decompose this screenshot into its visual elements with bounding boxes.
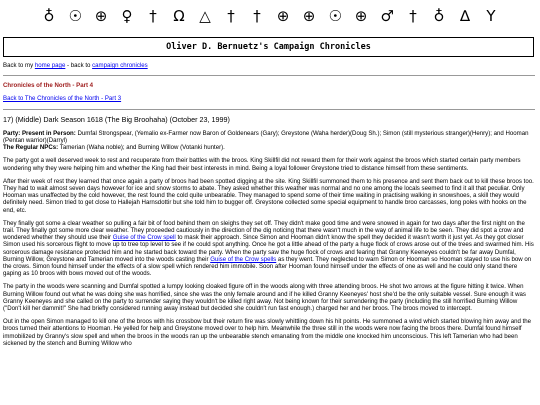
page-title [3,37,534,57]
glyph-banner [0,4,540,28]
rune-glyph-icon: ♁ [433,7,445,25]
rune-glyph-icon: † [253,7,261,25]
npc-list: The Regular NPCs: Tamerian (Waha noble); and Burning Willow (Votanki hunter). [3,144,225,152]
rune-glyph-icon: ☉ [68,7,82,25]
rune-glyph-icon: ♁ [43,7,55,25]
session-heading: 17) (Middle) Dark Season 1618 (The Big Broohaha) (October 23, 1999) [3,114,230,124]
paragraph-1: The party got a well deserved week to rest and recuperate from their battles with the broos. King Skillfil did not reward them for their work against the broos which started certain party members wondering why they were helping him and whether the King had their best interests in mind. Being a loyal follower Greystone tried to distance himself from these sentiments. [3,157,521,172]
rune-glyph-icon: ∆ [459,7,471,25]
rune-glyph-icon: Υ [486,7,496,25]
rune-glyph-icon: ⊕ [354,7,368,25]
divider [3,75,535,76]
rune-glyph-icon: Ω [173,7,185,25]
section-title: Chronicles of the North - Part 4 [3,82,94,90]
rune-glyph-icon: ⊕ [94,7,108,25]
rune-glyph-icon: † [409,7,417,25]
paragraph-4: The party in the woods were scanning and Dumfal spotted a lumpy looking cloaked figure off in the woods along with three attending broos. He shot two arrows at the figure hitting it twice. When Burning Willow found out what he was doing she was horrified, since she was the only female around and if he killed Granny Keeneyes' host she'd be the only suitable vessel. Sure enough it was Granny Keeneyes and she called on the party to surrender saying they wouldn't be killed right away. Not being known for their surrendering the party (including the still horrified Burning Willow ("Don't kill her dammit!" She had briefly considered running away instead but decided she couldn't run fast enough.) charged her and her broos. The broos moved to intercept. [3,283,526,313]
rune-glyph-icon: △ [199,7,211,25]
back-part3-link[interactable]: Back to The Chronicles of the North - Part 3 [3,95,122,103]
campaign-chronicles-link[interactable]: campaign chronicles [92,62,148,69]
paragraph-2: After their week of rest they learned that once again a party of broos had been spotted digging at the site. King Skillfil summoned them to his presence and sent them back out to kill these broos too. They had to wait almost seven days however for ice and snow storms to abate. They asked whether this weather was normal and no one among the locals seemed to find it all that peculiar. Only Hooman was unaffected by the cold however, the rest found the cold quite unbearable. They managed to spend some of their time waiting in practising walking in snowshoes, a skill they would definitely need. Simon tried to get close to Hallejah Harnsdottir but she told him to bugger off. Greystone collected some special equipment to handle broo carcasses, long poles with hooks on the end, etc. [3,177,534,214]
rune-glyph-icon: ☉ [328,7,342,25]
paragraph-5: Out in the open Simon managed to kill one of the broos with his crossbow but their return fire was slowly whittling down his hit points. He summoned a wind which started blowing him away and the broos turned their attentions to Hooman. He yelled for help and Greystone moved over to help him. Meanwhile the three still in the woods were now facing the broos there. Dumfal found himself immobilized by Granny's slow spell and when the broos in the woods ran up the unbearable stench emanating from the middle one knocked him unconscious. This left Tamerian who had been sickened by the stench and Burning Willow who [3,318,532,347]
home-page-link[interactable]: home page [34,62,66,69]
rune-glyph-icon: † [149,7,157,25]
paragraph-3: They finally got some a clear weather so pulling a fair bit of food behind them on sleighs they set off. They didn't make good time and were snowed in again for two days after the first night on the trail. They finally got some more clear weather. They proceeded cautiously in the direction of the dig noticing that there wasn't much in the way of animal life to be seen. They did spot a crow and wondered whether they should use their Guise of the Crow spell to mask their approach. Since Simon and Hooman didn't know the spell they decided it wasn't worth it just yet. As they got closer Simon used his sorcerous flight to move up to tree top level to see if he could spot anything. Once he got a little ahead of the party a huge flock of crows arose out of the trees and swarmed him. His sorcerous damage resistance protected him and he started back toward the party. When the party saw the huge flock of crows and fearing that Granny Keeneyes couldn't be far away Dumfal, Burning Willow, Greystone and Tamerian moved into the woods casting their Guise of the Crow spells as they went. They neglected to warn Simon or Hooman so Hooman stayed to use his bow on the crows. Simon found himself under the effects of a slow spell which rendered him immobile. Soon after Hooman found himself under the effects of one as well and he could only stand there gaping as 10 broos with bows moved out of the woods. [3,219,534,278]
guise-of-crow-spells-link[interactable]: Guise of the Crow spells [210,255,277,263]
rune-glyph-icon: ⊕ [302,7,316,25]
party-list: Party: Present in Person: Dumfal Strongspear, (Yemalio ex-Farmer now Baron of Goldenears (Gary); Greystone (Waha herder)(Doug Sh.); Simon (still mysterious stranger)(Henry); and Hooman (Pentan warrior)(Darryl) [3,129,529,145]
rune-glyph-icon: ♂ [380,7,394,25]
guise-of-crow-spell-link[interactable]: Guise of the Crow spell [112,234,176,242]
main-content [3,62,535,353]
nav-line: Back to my home page - back to campaign chronicles [3,62,148,69]
rune-glyph-icon: † [227,7,235,25]
rune-glyph-icon: ⊕ [276,7,290,25]
page-title-text: Oliver D. Bernuetz's Campaign Chronicles [166,42,371,52]
rune-glyph-icon: ♀ [121,7,133,25]
divider [3,109,535,110]
